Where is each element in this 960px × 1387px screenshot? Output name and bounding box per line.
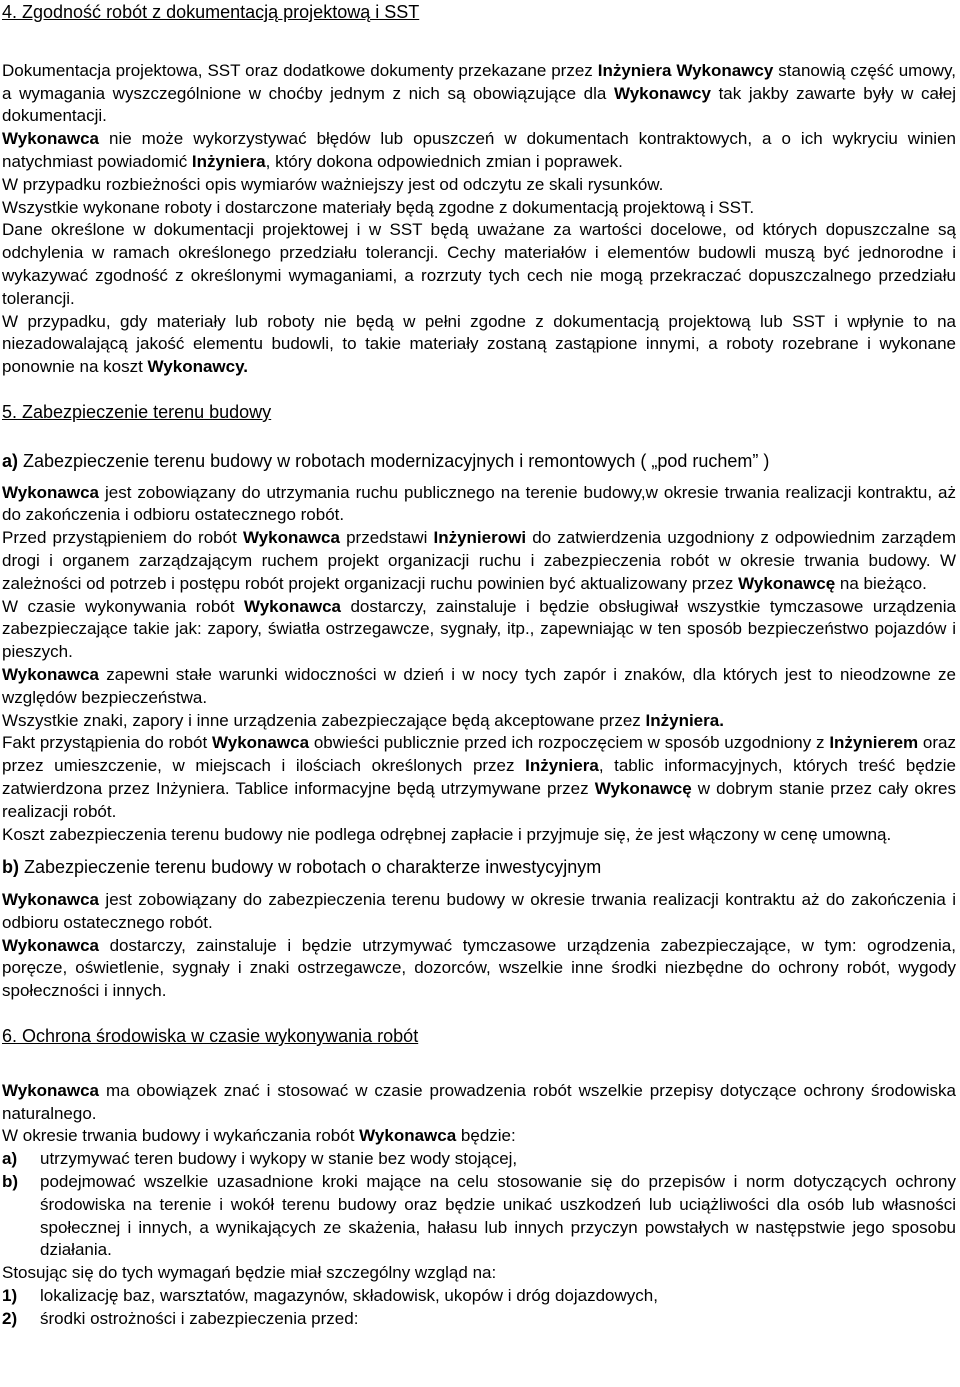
paragraph: Wykonawca zapewni stałe warunki widoczności w dzień i w nocy tych zapór i znaków, dla których jest to nieodzowne ze względów bezpieczeństwa.: [2, 664, 956, 707]
section-6-heading: 6. Ochrona środowiska w czasie wykonywania robót: [2, 1026, 419, 1047]
subsection-b-body: [2, 889, 956, 1003]
paragraph: Dokumentacja projektowa, SST oraz dodatkowe dokumenty przekazane przez Inżyniera Wykonawcy stanowią część umowy, a wymagania wyszczególnione w choćby jednym z nich są obowiązujące dla Wykonawcy tak jakby zawarte były w całej dokumentacji.: [2, 60, 957, 126]
paragraph: Koszt zabezpieczenia terenu budowy nie podlega odrębnej zapłacie i przyjmuje się, że jest włączony w cenę umowną.: [2, 824, 892, 844]
list-item: a) utrzymywać teren budowy i wykopy w stanie bez wody stojącej,: [2, 1149, 518, 1169]
subsection-b-heading: b) Zabezpieczenie terenu budowy w robotach o charakterze inwestycyjnym: [2, 857, 602, 878]
section-5-heading: 5. Zabezpieczenie terenu budowy: [2, 401, 272, 422]
paragraph: Wykonawca nie może wykorzystywać błędów lub opuszczeń w dokumentach kontraktowych, a o ich wykryciu winien natychmiast powiadomić Inżyniera, który dokona odpowiednich zmian i poprawek.: [2, 129, 956, 171]
paragraph: W przypadku, gdy materiały lub roboty nie będą w pełni zgodne z dokumentacją projektową lub SST i wpłynie to na niezadowalającą jakość elementu budowli, to takie materiały zostaną zastąpione innymi, a roboty rozebrane i wykonane ponownie na koszt Wykonawcy.: [2, 311, 956, 377]
list-item: 2) środki ostrożności i zabezpieczenia przed:: [2, 1308, 359, 1328]
list-item: b) podejmować wszelkie uzasadnione kroki mające na celu stosowanie się do przepisów i norm dotyczących ochrony środowiska na terenie i wokół terenu budowy oraz będzie unikać uszkodzeń lub uciążliwości dla osób lub własności społecznej i innych, a wynikających ze skażenia, hałasu lub innych przyczyn powstałych w następstwie jego sposobu działania.: [2, 1172, 956, 1260]
paragraph: Wszystkie wykonane roboty i dostarczone materiały będą zgodne z dokumentacją projektową i SST.: [2, 197, 755, 217]
paragraph: Dane określone w dokumentacji projektowej i w SST będą uważane za wartości docelowe, od których dopuszczalne są odchylenia w ramach określonego przedziału tolerancji. Cechy materiałów i elementów budowli muszą być jednorodne i wykazywać zgodność z określonymi wymaganiami, a rozrzuty tych cech nie mogą przekraczać dopuszczalnego przedziału tolerancji.: [2, 220, 956, 308]
paragraph: Fakt przystąpienia do robót Wykonawca obwieści publicznie przed ich rozpoczęciem w sposób uzgodniony z Inżynierem oraz przez umieszczenie, w miejscach i ilościach określonych przez Inżyniera, tablic informacyjnych, których treść będzie zatwierdzona przez Inżyniera. Tablice informacyjne będą utrzymywane przez Wykonawcę w dobrym stanie przez cały okres realizacji robót.: [2, 733, 956, 821]
paragraph: Wykonawca jest zobowiązany do utrzymania ruchu publicznego na terenie budowy,w okresie trwania realizacji kontraktu, aż do zakończenia i odbioru ostatecznego robót.: [2, 482, 956, 525]
paragraph: Wykonawca ma obowiązek znać i stosować w czasie prowadzenia robót wszelkie przepisy dotyczące ochrony środowiska naturalnego.: [2, 1080, 956, 1123]
paragraph: W czasie wykonywania robót Wykonawca dostarczy, zainstaluje i będzie obsługiwał wszystkie tymczasowe urządzenia zabezpieczające takie jak: zapory, światła ostrzegawcze, sygnały, itp., zapewniając w ten sposób bezpieczeństwo pojazdów i pieszych.: [2, 596, 956, 662]
subsection-a-heading: a) Zabezpieczenie terenu budowy w robotach modernizacyjnych i remontowych ( „pod ruchem” ): [2, 450, 770, 471]
section-4-heading: 4. Zgodność robót z dokumentacją projektową i SST: [2, 2, 420, 22]
document-page: [0, 1, 960, 1387]
paragraph: Wszystkie znaki, zapory i inne urządzenia zabezpieczające będą akceptowane przez Inżyniera.: [2, 710, 724, 730]
paragraph: W przypadku rozbieżności opis wymiarów ważniejszy jest od odczytu ze skali rysunków.: [2, 174, 664, 194]
section-6-body: [2, 1080, 956, 1331]
paragraph: Przed przystąpieniem do robót Wykonawca przedstawi Inżynierowi do zatwierdzenia uzgodniony z odpowiednim zarządem drogi i organem zarządzającym ruchem projekt organizacji ruchu i zabezpieczenia robót w okresie trwania budowy. W zależności od potrzeb i postępu robót projekt organizacji ruchu powinien być aktualizowany przez Wykonawcę na bieżąco.: [2, 528, 956, 593]
paragraph: Wykonawca dostarczy, zainstaluje i będzie utrzymywać tymczasowe urządzenia zabezpieczające, w tym: ogrodzenia, poręcze, oświetlenie, sygnały i znaki ostrzegawcze, dozorców, wszelkie inne środki niezbędne do ochrony robót, wygody społeczności i innych.: [2, 935, 956, 1001]
section-4-body: [2, 60, 956, 379]
paragraph: W okresie trwania budowy i wykańczania robót Wykonawca będzie:: [2, 1126, 516, 1146]
paragraph: Wykonawca jest zobowiązany do zabezpieczenia terenu budowy w okresie trwania realizacji kontraktu aż do zakończenia i odbioru ostatecznego robót.: [2, 890, 956, 932]
subsection-a-body: [2, 482, 956, 847]
paragraph: Stosując się do tych wymagań będzie miał szczególny wzgląd na:: [2, 1263, 497, 1283]
list-item: 1) lokalizację baz, warsztatów, magazynów, składowisk, ukopów i dróg dojazdowych,: [2, 1286, 658, 1306]
